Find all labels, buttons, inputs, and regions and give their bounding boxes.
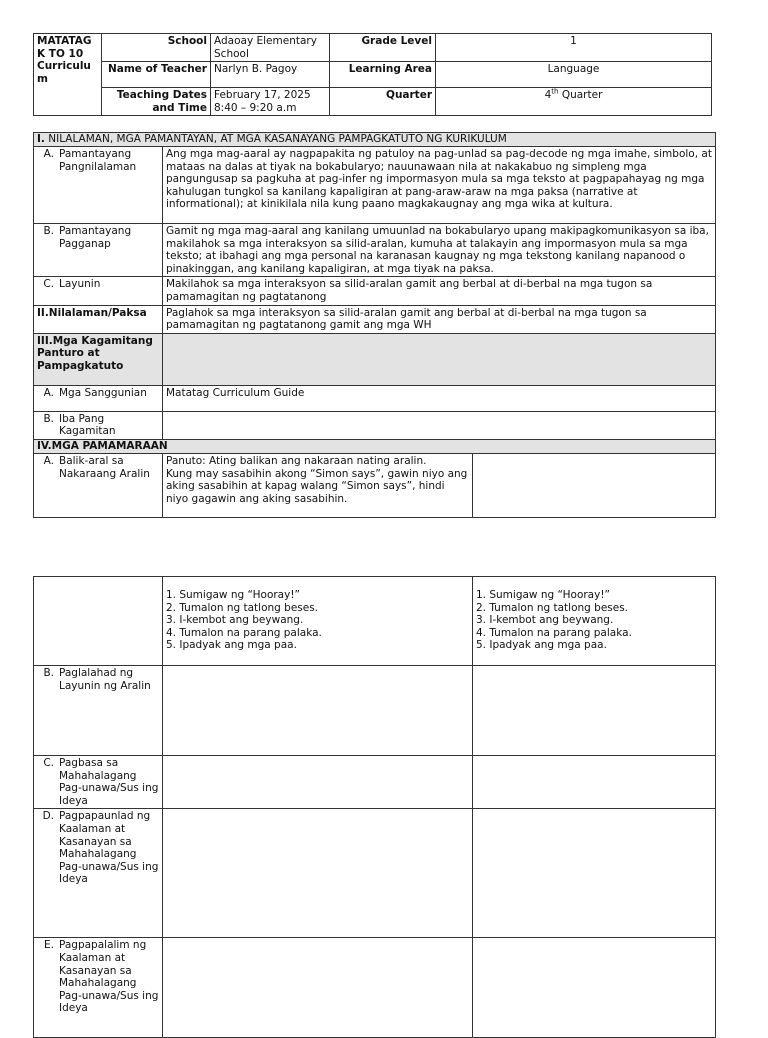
quarter-word: Quarter — [558, 89, 603, 102]
item-label: Pamantayang Pagganap — [59, 225, 132, 250]
item-letter: B. — [43, 667, 54, 679]
performance-standard-label — [34, 224, 163, 277]
performance-standard-text: Gamit ng mga mag-aaral ang kanilang umuunlad na bokabularyo upang makipagkomunikasyon sa iba, makilahok sa mga interaksyon sa silid-aralan, kumuha at talakayin ang impormasyon mula sa mga teksto; at ibahagi ang mga personal na karanasan kaugnay ng mga tekstong kanilang napanood o pinakinggan, ang kanilang kapaligiran, at mga tiyak na paksa. — [163, 224, 716, 277]
teacher-label: Name of Teacher — [102, 62, 211, 88]
lesson-table-page-2 — [33, 576, 716, 1038]
item-label: Paglalahad ng Layunin ng Aralin — [59, 667, 151, 692]
item-label: Layunin — [59, 278, 101, 291]
item-label: Pamantayang Pangnilalaman — [59, 148, 137, 173]
content-standard-label — [34, 147, 163, 224]
curriculum-title: MATATAG K TO 10 Curriculu m — [34, 34, 102, 116]
reading-extra-cell — [473, 756, 716, 809]
section-1-num: I. — [37, 133, 45, 145]
item-letter: A. — [43, 386, 54, 399]
teacher-value: Narlyn B. Pagoy — [211, 62, 330, 88]
activity-list: 1. Sumigaw ng “Hooray!” 2. Tumalon ng tatlong beses. 3. I-kembot ang beywang. 4. Tumalon na parang palaka. 5. Ipadyak ang mga paa. — [473, 577, 716, 666]
deepening-extra-cell — [473, 938, 716, 1038]
teaching-dates-value: February 17, 2025 8:40 – 9:20 a.m — [211, 88, 330, 116]
item-letter: A. — [43, 148, 54, 160]
activity-list: 1. Sumigaw ng “Hooray!” 2. Tumalon ng tatlong beses. 3. I-kembot ang beywang. 4. Tumalon na parang palaka. 5. Ipadyak ang mga paa. — [163, 577, 473, 666]
section-1-heading — [34, 133, 716, 147]
section-1-title: NILALAMAN, MGA PAMANTAYAN, AT MGA KASANAYANG PAMPAGKATUTO NG KURIKULUM — [44, 133, 507, 145]
quarter-label: Quarter — [330, 88, 436, 116]
item-letter: E. — [44, 939, 54, 952]
procedures-heading: IV.MGA PAMAMARAAN — [34, 439, 716, 453]
teaching-dates-label: Teaching Dates and Time — [102, 88, 211, 116]
content-topic-label: II.Nilalaman/Paksa — [34, 305, 163, 333]
quarter-number: 4 — [544, 89, 552, 102]
item-label: Pagpapaunlad ng Kaalaman at Kasanayan sa Mahahalagang Pag-unawa/Sus ing Ideya — [59, 810, 159, 886]
development-extra-cell — [473, 809, 716, 938]
item-letter: B. — [43, 225, 54, 237]
references-label — [34, 385, 163, 411]
item-label: Pagbasa sa Mahahalagang Pag-unawa/Sus ing Ideya — [59, 757, 159, 807]
references-text: Matatag Curriculum Guide — [163, 385, 716, 411]
header-table — [33, 33, 712, 116]
content-standard-text: Ang mga mag-aaral ay nagpapakita ng patuloy na pag-unlad sa pag-decode ng mga imahe, simbolo, at mataas na dalas at tiyak na bokabularyo; nauunawaan nila at nakakabuo ng simpleng mga pangungusap sa pagkuha at pag-infer ng impormasyon mula sa mga teksto at pagpapahayag ng mga kahulugan tungkol sa kanilang kapaligiran at pang-araw-araw na mga paksa (narrative at informational); at kinikilala nila kung paano magkakaugnay ang mga wika at kultura. — [163, 147, 716, 224]
item-letter: B. — [43, 412, 54, 425]
lesson-objective-extra-cell — [473, 666, 716, 756]
school-label: School — [102, 34, 211, 62]
other-materials-label — [34, 411, 163, 439]
objective-text: Makilahok sa mga interaksyon sa silid-aralan gamit ang berbal at di-berbal na mga tugon sa pamamagitan ng pagtatanong — [163, 277, 716, 305]
item-letter: A. — [43, 454, 54, 467]
content-topic-text: Paglahok sa mga interaksyon sa silid-aralan gamit ang berbal at di-berbal na mga tugon sa pamamagitan ng pagtatanong gamit ang mga WH — [163, 305, 716, 333]
review-text: Panuto: Ating balikan ang nakaraan nating aralin. Kung may sasabihin akong “Simon says”, gawin niyo ang aking sasabihin at kapag walang “Simon says”, hindi niyo gagawin ang aking sasabihin. — [163, 453, 473, 517]
reading-label — [34, 756, 163, 809]
grade-level-label: Grade Level — [330, 34, 436, 62]
other-materials-text — [163, 411, 716, 439]
item-label: Pagpapalalim ng Kaalaman at Kasanayan sa Mahahalagang Pag-unawa/Sus ing Ideya — [59, 939, 159, 1015]
lesson-table — [33, 132, 716, 518]
school-value: Adaoay Elementary School — [211, 34, 330, 62]
lesson-objective-cell — [163, 666, 473, 756]
review-label-continued — [34, 577, 163, 666]
reading-cell — [163, 756, 473, 809]
item-label: Iba Pang Kagamitan — [59, 412, 116, 438]
review-extra-cell — [473, 453, 716, 517]
materials-heading: III.Mga Kagamitang Panturo at Pampagkatuto — [34, 333, 163, 385]
objective-label — [34, 277, 163, 305]
item-label: Balik-aral sa Nakaraang Aralin — [59, 454, 150, 480]
development-cell — [163, 809, 473, 938]
quarter-value — [436, 88, 712, 116]
materials-heading-fill — [163, 333, 716, 385]
development-label — [34, 809, 163, 938]
grade-level-value: 1 — [436, 34, 712, 62]
item-letter: C. — [43, 278, 54, 291]
deepening-cell — [163, 938, 473, 1038]
learning-area-value: Language — [436, 62, 712, 88]
deepening-label — [34, 938, 163, 1038]
quarter-suffix: th — [551, 87, 559, 96]
lesson-objective-label — [34, 666, 163, 756]
item-letter: C. — [43, 757, 54, 769]
learning-area-label: Learning Area — [330, 62, 436, 88]
item-letter: D. — [42, 810, 54, 823]
review-label — [34, 453, 163, 517]
item-label: Mga Sanggunian — [59, 386, 147, 399]
